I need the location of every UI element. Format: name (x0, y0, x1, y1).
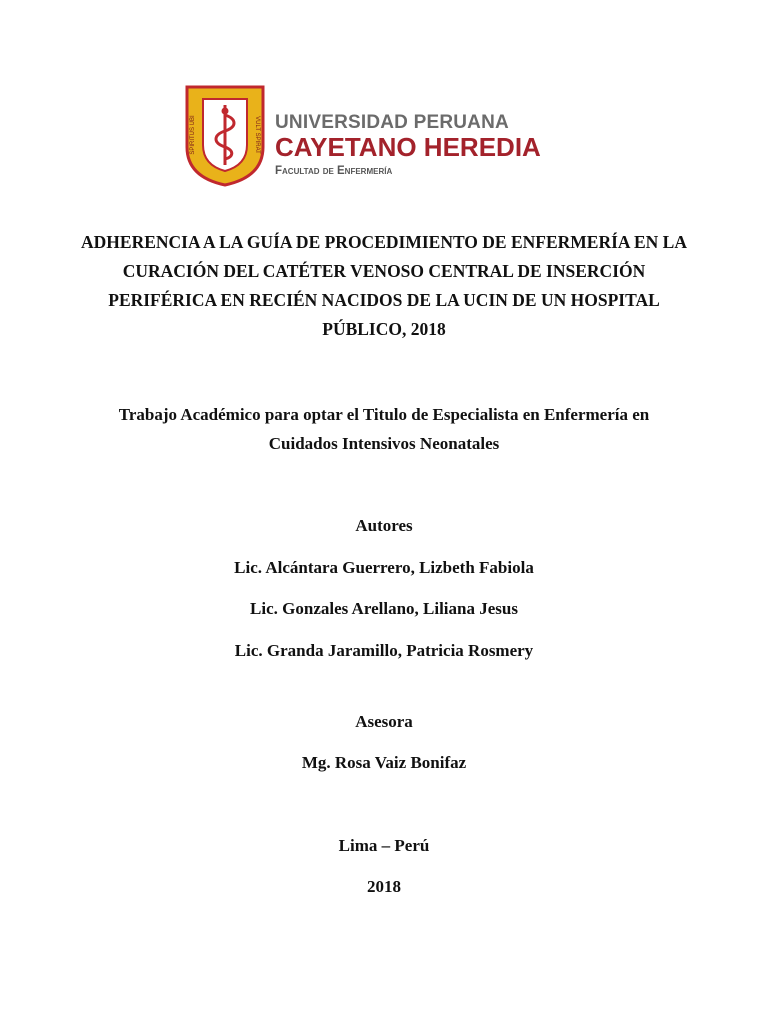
author-3: Lic. Granda Jaramillo, Patricia Rosmery (234, 641, 534, 660)
university-name: CAYETANO HEREDIA (275, 132, 541, 162)
svg-text:SPIRITUS UBI: SPIRITUS UBI (190, 115, 196, 155)
year: 2018 (367, 877, 401, 896)
thesis-subtitle: Trabajo Académico para optar el Titulo de Especialista en Enfermería en Cuidados Intensivos Neonatales (118, 405, 650, 453)
advisor-heading: Asesora (355, 712, 413, 731)
university-shield-icon (185, 85, 265, 187)
author-2: Lic. Gonzales Arellano, Liliana Jesus (250, 599, 518, 618)
university-label: UNIVERSIDAD PERUANA (275, 112, 509, 133)
advisor-name: Mg. Rosa Vaiz Bonifaz (301, 753, 467, 772)
svg-text:VULT SPIRAT: VULT SPIRAT (254, 116, 260, 154)
place: Lima – Perú (338, 836, 430, 855)
faculty-label: Facultad de Enfermería (275, 165, 393, 177)
university-logo (185, 85, 545, 190)
authors-heading: Autores (355, 516, 413, 535)
author-1: Lic. Alcántara Guerrero, Lizbeth Fabiola (234, 558, 534, 577)
thesis-title: ADHERENCIA A LA GUÍA DE PROCEDIMIENTO DE ENFERMERÍA EN LA CURACIÓN DEL CATÉTER VENOSO CENTRAL DE INSERCIÓN PERIFÉRICA EN RECIÉN NACIDOS DE LA UCIN DE UN HOSPITAL PÚBLICO, 2018 (81, 232, 687, 339)
